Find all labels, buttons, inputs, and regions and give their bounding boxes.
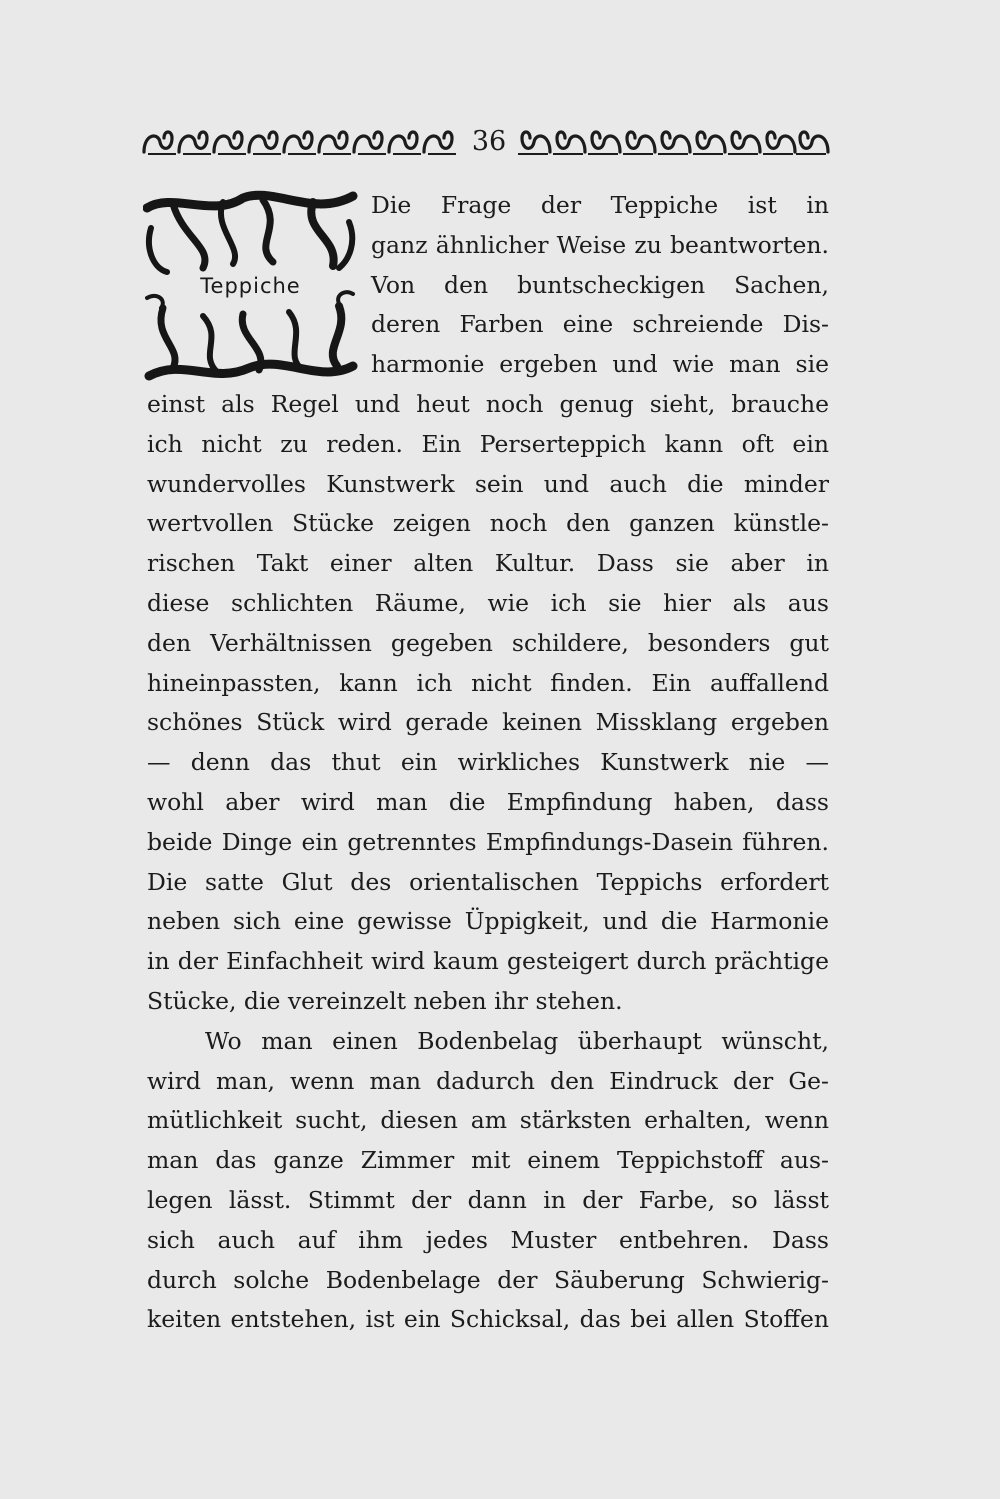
text-line: schönes Stück wird gerade keinen Missklang ergeben (147, 708, 829, 737)
running-header (142, 118, 830, 168)
page-number: 36 (471, 126, 507, 157)
text-line: ganz ähnlicher Weise zu beantworten. (371, 230, 829, 259)
text-line: durch solche Bodenbelage der Säuberung Schwierig- (147, 1265, 829, 1294)
header-ornament-left-icon (142, 128, 460, 158)
body-text (147, 186, 829, 1340)
text-line: Die Frage der Teppiche ist in (371, 191, 829, 219)
text-line: diese schlichten Räume, wie ich sie hier als aus (147, 588, 829, 617)
text-line: den Verhältnissen gegeben schildere, besonders gut (147, 628, 829, 657)
text-line: wird man, wenn man dadurch den Eindruck der Ge- (147, 1066, 829, 1095)
text-line: rischen Takt einer alten Kultur. Dass sie aber in (147, 549, 829, 578)
text-line: legen lässt. Stimmt der dann in der Farbe, so lässt (147, 1185, 829, 1214)
text-line: Stücke, die vereinzelt neben ihr stehen. (147, 986, 623, 1015)
header-ornament-right-icon (518, 128, 830, 158)
text-line: beide Dinge ein getrenntes Empfindungs-Dasein führen. (147, 827, 829, 856)
initial-label: Teppiche (200, 274, 301, 298)
text-line: Die satte Glut des orientalischen Teppichs erfordert (147, 867, 829, 896)
text-line: mütlichkeit sucht, diesen am stärksten erhalten, wenn (147, 1106, 829, 1135)
text-line: deren Farben eine schreiende Dis- (371, 310, 829, 339)
text-line: man das ganze Zimmer mit einem Teppichstoff aus- (147, 1146, 829, 1175)
text-line: Von den buntscheckigen Sachen, (371, 270, 829, 299)
text-line: hineinpassten, kann ich nicht finden. Ein auffallend (147, 668, 829, 697)
text-line: keiten entstehen, ist ein Schicksal, das bei allen Stoffen (147, 1305, 829, 1334)
text-line: wohl aber wird man die Empfindung haben, dass (147, 787, 829, 816)
text-line: ich nicht zu reden. Ein Perserteppich kann oft ein (147, 429, 829, 458)
text-line: einst als Regel und heut noch genug sieht, brauche (147, 389, 829, 418)
text-line: wertvollen Stücke zeigen noch den ganzen künstle- (147, 509, 829, 538)
text-line: sich auch auf ihm jedes Muster entbehren. Dass (147, 1225, 829, 1254)
text-line: Wo man einen Bodenbelag überhaupt wünscht, (205, 1026, 829, 1055)
text-line: — denn das thut ein wirkliches Kunstwerk nie — (147, 748, 829, 777)
text-line: wundervolles Kunstwerk sein und auch die minder (147, 469, 829, 498)
text-line: in der Einfachheit wird kaum gesteigert durch prächtige (147, 947, 829, 976)
text-line: harmonie ergeben und wie man sie (371, 350, 829, 379)
text-line: neben sich eine gewisse Üppigkeit, und die Harmonie (147, 907, 829, 936)
